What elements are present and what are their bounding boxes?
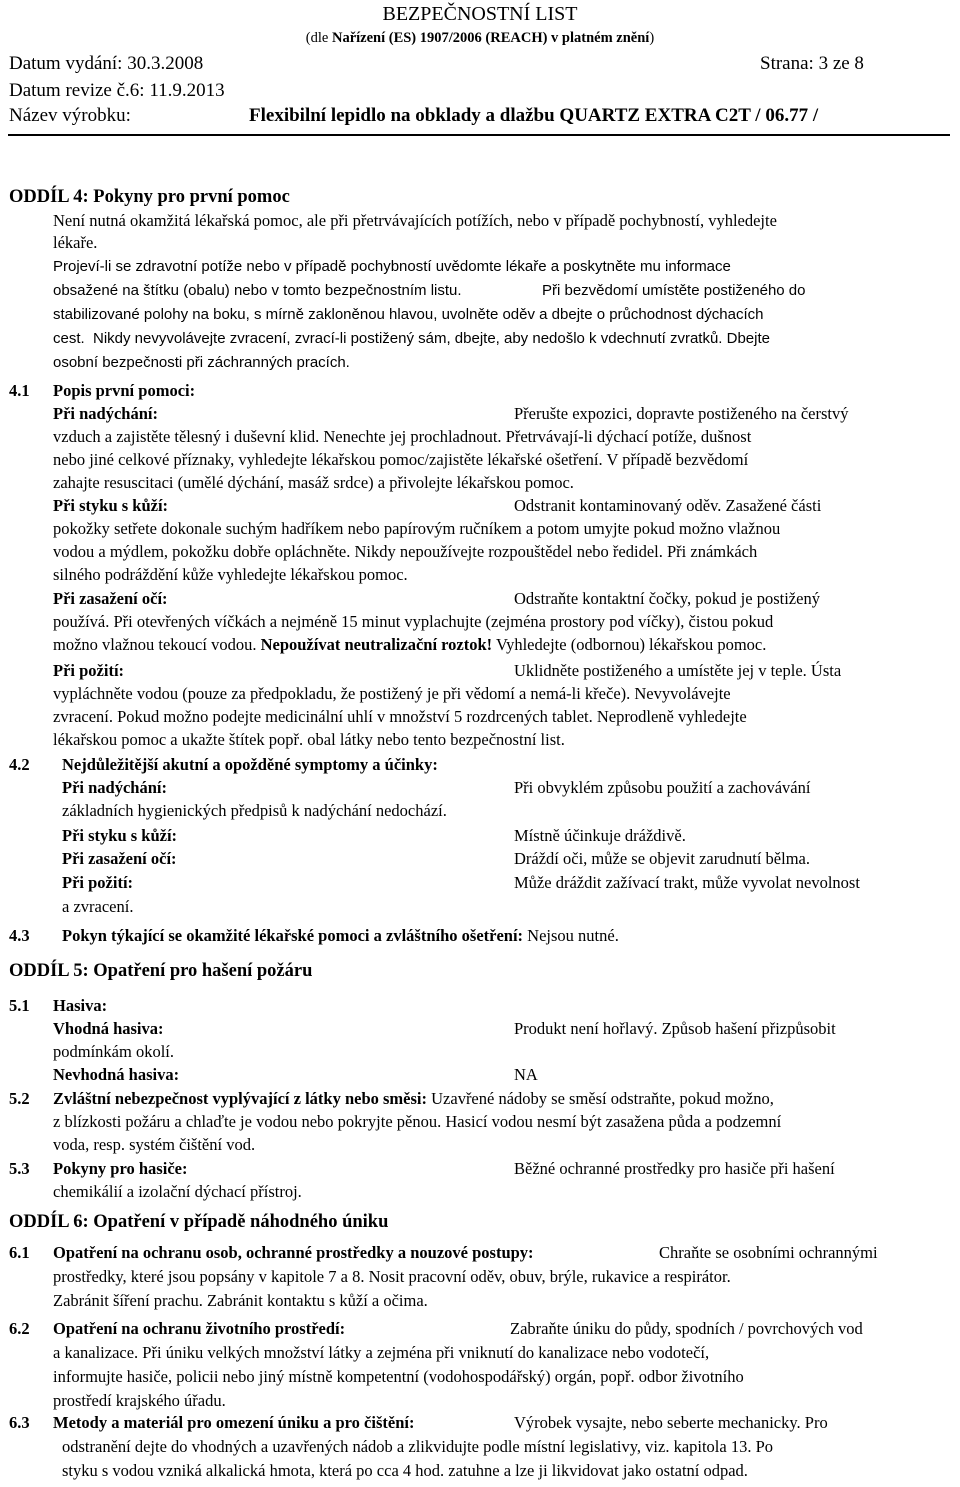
s61-number: 6.1 (9, 1243, 30, 1262)
s4-sans-line: Při bezvědomí umístěte postiženého do (542, 282, 806, 299)
eye-label: Při zasažení očí: (53, 589, 168, 608)
s4-sans-line: obsažené na štítku (obalu) nebo v tomto bezpečnostním listu. (53, 282, 462, 299)
subtitle-prefix: (dle (305, 30, 332, 46)
s62-line: prostředí krajského úřadu. (53, 1391, 226, 1410)
s4-sans-line: Projeví-li se zdravotní potíže nebo v případě pochybností uvědomte lékaře a poskytněte mu informace (53, 258, 731, 275)
s53-cont: chemikálií a izolační dýchací přístroj. (53, 1182, 302, 1201)
section-4-title: ODDÍL 4: Pokyny pro první pomoc (9, 187, 290, 207)
subtitle-suffix: ) (649, 30, 655, 46)
s43-text: Nejsou nutné. (523, 926, 619, 945)
s42-number: 4.2 (9, 755, 30, 774)
s52-line: z blízkosti požáru a chlaďte je vodou nebo pokryjte pěnou. Hasicí vodou nesmí být zasažena půda a podzemní (53, 1112, 782, 1131)
document-title: BEZPEČNOSTNÍ LIST (382, 3, 578, 25)
s63-line: styku s vodou vzniká alkalická hmota, která po cca 4 hod. zatuhne a lze ji likvidovat jako ostatní odpad. (62, 1461, 748, 1480)
s51-number: 5.1 (9, 996, 30, 1015)
s53-first: Běžné ochranné prostředky pro hasiče při hašení (514, 1159, 835, 1178)
s61-line: prostředky, které jsou popsány v kapitole 7 a 8. Nosit pracovní oděv, obuv, brýle, rukavice a respirátor. (53, 1267, 731, 1286)
section-6-title: ODDÍL 6: Opatření v případě náhodného úniku (9, 1212, 389, 1232)
issue-date: Datum vydání: 30.3.2008 (9, 53, 204, 74)
s62-line: a kanalizace. Při úniku velkých množství látky a zejména při vniknutí do kanalizace nebo vodotečí, (53, 1343, 710, 1362)
s52-title: Zvláštní nebezpečnost vyplývající z látky nebo směsi: (53, 1089, 427, 1108)
ingestion-line: vypláchněte vodou (pouze za předpokladu, že postižený je při vědomí a nemá-li křeče). Nevyvolávejte (53, 684, 731, 703)
s61-line: Zabránit šíření prachu. Zabránit kontaktu s kůží a očima. (53, 1291, 428, 1310)
s61-first: Chraňte se osobními ochrannými (659, 1243, 878, 1262)
eye-text: možno vlažnou tekoucí vodou. (53, 635, 261, 654)
eye-warning: Nepoužívat neutralizační roztok! (260, 635, 493, 654)
s52-line: voda, resp. systém čištění vod. (53, 1135, 256, 1154)
skin-line: pokožky setřete dokonale suchým hadříkem nebo papírovým ručníkem a potom umyjte pokud možno vlažnou (53, 519, 781, 538)
revision-date: Datum revize č.6: 11.9.2013 (9, 80, 225, 101)
s43-title: Pokyn týkající se okamžité lékařské pomoci a zvláštního ošetření: (62, 926, 524, 945)
s42-inhalation-label: Při nadýchání: (62, 778, 167, 797)
s42-inhalation-cont: základních hygienických předpisů k nadýchání nedochází. (62, 801, 447, 820)
product-label: Název výrobku: (9, 105, 131, 126)
s62-first: Zabraňte úniku do půdy, spodních / povrchových vod (510, 1319, 863, 1338)
s4-sans-line: cest. (53, 330, 85, 347)
inhalation-first: Přerušte expozici, dopravte postiženého na čerstvý (514, 404, 849, 423)
s4-sans-line: Nikdy nevyvolávejte zvracení, zvrací-li postižený sám, dbejte, aby nedošlo k vdechnutí zvratků. Dbejte (93, 330, 770, 347)
s43-number: 4.3 (9, 926, 30, 945)
s52-text: Uzavřené nádoby se směsí odstraňte, pokud možno, (427, 1089, 774, 1108)
page-number: Strana: 3 ze 8 (760, 53, 864, 74)
s4-intro-line: lékaře. (53, 233, 98, 252)
subtitle-regulation: Nařízení (ES) 1907/2006 (REACH) v platném znění (331, 30, 650, 46)
s42-eye-text: Dráždí oči, může se objevit zarudnutí bělma. (514, 849, 810, 868)
s53-number: 5.3 (9, 1159, 30, 1178)
regulation-subtitle (0, 27, 960, 50)
s42-title: Nejdůležitější akutní a opožděné symptomy a účinky: (62, 755, 438, 774)
eye-line: používá. Při otevřených víčkách a nejméně 15 minut vyplachujte (zejména prostory pod víčky), čistou pokud (53, 612, 774, 631)
s42-ingestion-first: Může dráždit zažívací trakt, může vyvolat nevolnost (514, 873, 860, 892)
header-divider (8, 134, 950, 136)
inhalation-line: vzduch a zajistěte tělesný i duševní klid. Nenechte jej prochladnout. Přetrvávají-li dýchací potíže, dušnost (53, 427, 752, 446)
s42-eye-label: Při zasažení očí: (62, 849, 177, 868)
s42-inhalation-first: Při obvyklém způsobu použití a zachovávání (514, 778, 811, 797)
s53-title: Pokyny pro hasiče: (53, 1159, 188, 1178)
eye-text: Vyhledejte (odbornou) lékařskou pomoc. (492, 635, 767, 654)
s43-line (62, 925, 619, 948)
s62-number: 6.2 (9, 1319, 30, 1338)
s62-line: informujte hasiče, policii nebo jiný místně kompetentní (vodohospodářský) orgán, popř. odbor životního (53, 1367, 744, 1386)
product-name: Flexibilní lepidlo na obklady a dlažbu QUARTZ EXTRA C2T / 06.77 / (249, 105, 819, 126)
inhalation-line: nebo jiné celkové příznaky, vyhledejte lékařskou pomoc/zajistěte lékařské ošetření. V případě bezvědomí (53, 450, 749, 469)
ingestion-label: Při požití: (53, 661, 125, 680)
s42-skin-label: Při styku s kůží: (62, 826, 178, 845)
suitable-first: Produkt není hořlavý. Způsob hašení přizpůsobit (514, 1019, 836, 1038)
inhalation-label: Při nadýchání: (53, 404, 158, 423)
s42-skin-text: Místně účinkuje dráždivě. (514, 826, 686, 845)
s42-ingestion-label: Při požití: (62, 873, 134, 892)
skin-label: Při styku s kůží: (53, 496, 169, 515)
s63-line: odstranění dejte do vhodných a uzavřených nádob a zlikvidujte podle místní legislativy, viz. kapitola 13. Po (62, 1437, 774, 1456)
eye-first: Odstraňte kontaktní čočky, pokud je postižený (514, 589, 820, 608)
eye-line (53, 634, 766, 657)
s41-number: 4.1 (9, 381, 30, 400)
s62-title: Opatření na ochranu životního prostředí: (53, 1319, 346, 1338)
s52-number: 5.2 (9, 1089, 30, 1108)
suitable-cont: podmínkám okolí. (53, 1042, 174, 1061)
s4-sans-line: osobní bezpečnosti při záchranných pracích. (53, 354, 350, 371)
s61-title: Opatření na ochranu osob, ochranné prostředky a nouzové postupy: (53, 1243, 534, 1262)
s4-intro-line: Není nutná okamžitá lékařská pomoc, ale při přetrvávajících potížích, nebo v případě pochybností, vyhledejte (53, 211, 777, 230)
s52-line (53, 1088, 774, 1111)
suitable-label: Vhodná hasiva: (53, 1019, 164, 1038)
inhalation-line: zahajte resuscitaci (umělé dýchání, masáž srdce) a přivolejte lékařskou pomoc. (53, 473, 574, 492)
s63-first: Výrobek vysajte, nebo seberte mechanicky. Pro (514, 1413, 828, 1432)
unsuitable-text: NA (514, 1065, 538, 1084)
s51-title: Hasiva: (53, 996, 108, 1015)
skin-first: Odstranit kontaminovaný oděv. Zasažené části (514, 496, 822, 515)
s63-title: Metody a materiál pro omezení úniku a pro čištění: (53, 1413, 415, 1432)
ingestion-first: Uklidněte postiženého a umístěte jej v teple. Ústa (514, 661, 842, 680)
s63-number: 6.3 (9, 1413, 30, 1432)
skin-line: silného podráždění kůže vyhledejte lékařskou pomoc. (53, 565, 408, 584)
ingestion-line: zvracení. Pokud možno podejte medicinální uhlí v množství 5 rozdrcených tablet. Neprodleně vyhledejte (53, 707, 747, 726)
section-5-title: ODDÍL 5: Opatření pro hašení požáru (9, 961, 313, 981)
unsuitable-label: Nevhodná hasiva: (53, 1065, 180, 1084)
ingestion-line: lékařskou pomoc a ukažte štítek popř. obal látky nebo tento bezpečnostní list. (53, 730, 565, 749)
skin-line: vodou a mýdlem, pokožku dobře opláchněte. Nikdy nepoužívejte rozpouštědel nebo ředidel. Při známkách (53, 542, 758, 561)
s4-sans-line: stabilizované polohy na boku, s mírně zakloněnou hlavou, uvolněte oděv a dbejte o průchodnost dýchacích (53, 306, 764, 323)
s42-ingestion-cont: a zvracení. (62, 897, 134, 916)
s41-title: Popis první pomoci: (53, 381, 196, 400)
